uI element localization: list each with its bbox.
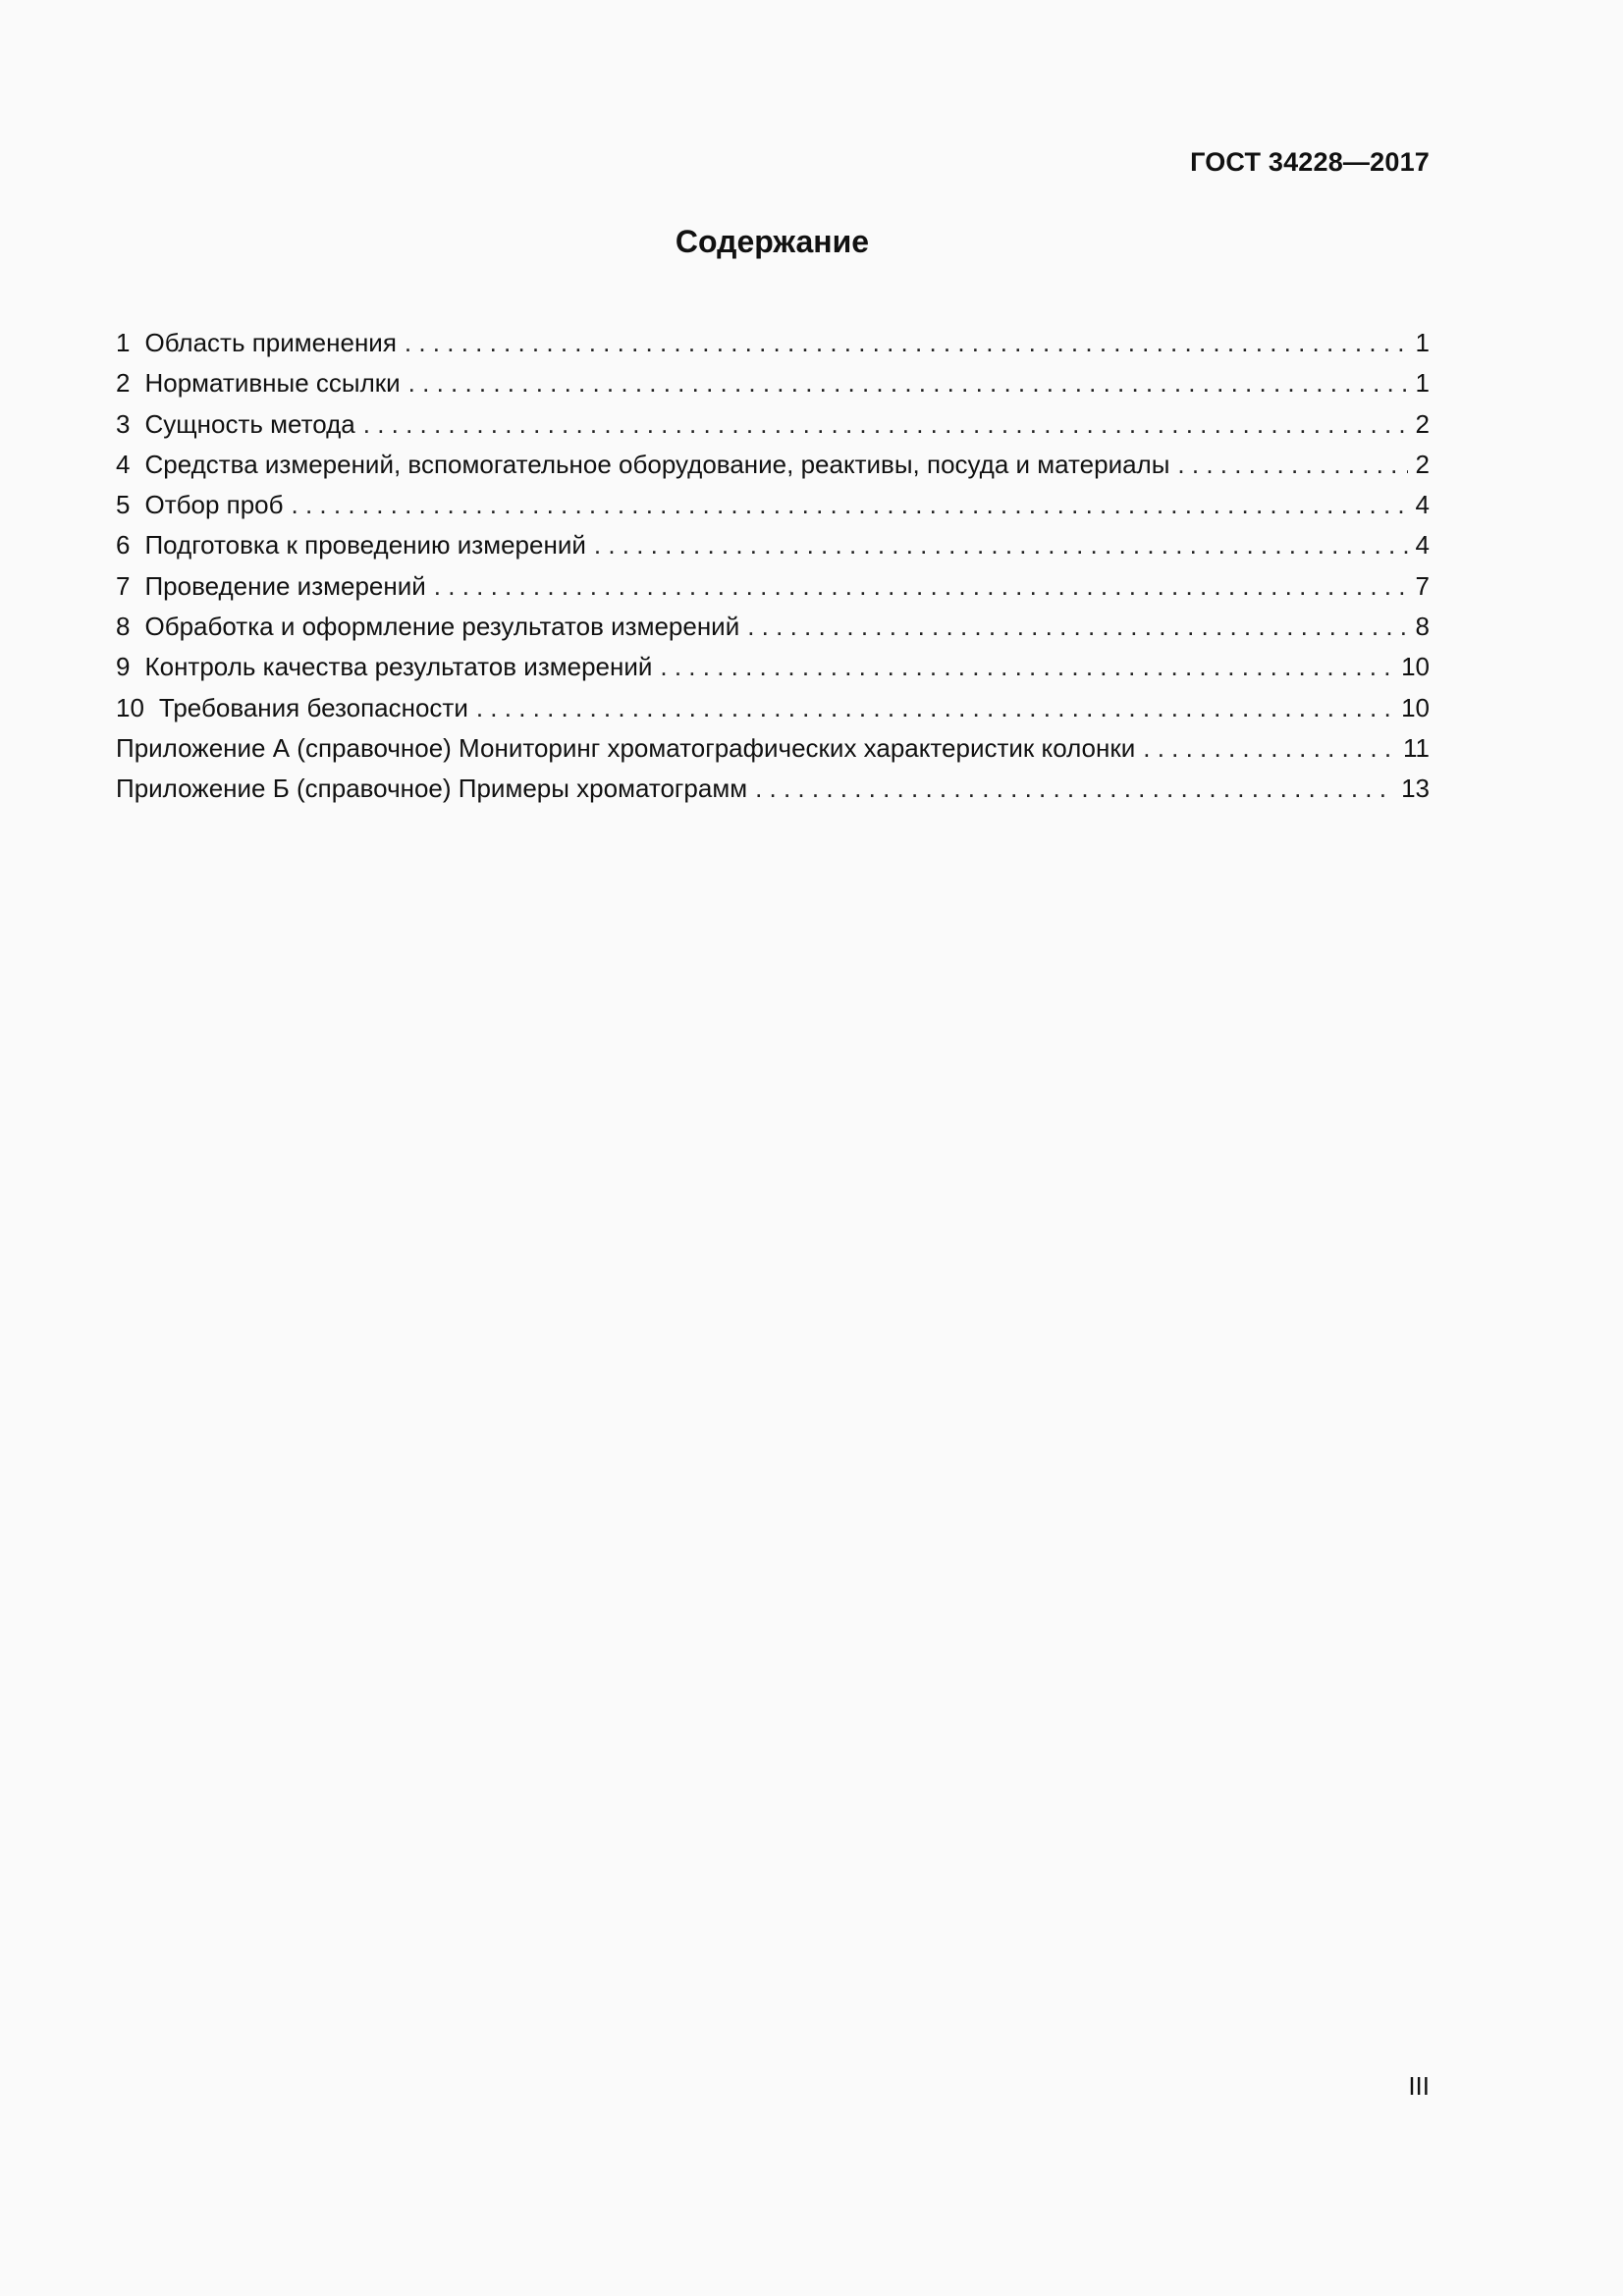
- toc-entry-number: 6: [116, 530, 131, 561]
- toc-dot-leader: [594, 525, 1408, 565]
- toc-dot-leader: [405, 323, 1408, 363]
- toc-dot-leader: [408, 363, 1408, 403]
- table-of-contents: [116, 323, 1430, 810]
- toc-entry-number: 3: [116, 408, 131, 439]
- toc-entry-title: Проведение измерений: [144, 570, 426, 601]
- toc-dot-leader: [476, 688, 1393, 728]
- toc-entry-title: Сущность метода: [144, 408, 355, 439]
- toc-entry-page: 1: [1415, 328, 1430, 357]
- toc-entry-number: 4: [116, 449, 131, 479]
- toc-entry-page: 11: [1403, 732, 1430, 763]
- toc-title: Содержание: [675, 224, 870, 259]
- toc-entry-10[interactable]: [116, 688, 1430, 728]
- toc-dot-leader: [747, 607, 1407, 647]
- toc-entry-title: Подготовка к проведению измерений: [144, 530, 586, 561]
- toc-entry-number: 2: [116, 368, 131, 399]
- toc-entry-page: 1: [1415, 368, 1430, 399]
- toc-entry-6[interactable]: [116, 525, 1430, 565]
- toc-entry-number: 5: [116, 490, 131, 520]
- toc-entry-3[interactable]: [116, 404, 1430, 445]
- toc-entry-title: Приложение Б (справочное) Примеры хроматограмм: [116, 774, 748, 804]
- document-code: ГОСТ 34228—2017: [1190, 147, 1430, 177]
- toc-entry-page: 4: [1415, 490, 1430, 520]
- toc-entry-title: Отбор проб: [144, 490, 284, 520]
- toc-entry-8[interactable]: [116, 607, 1430, 647]
- toc-dot-leader: [1177, 445, 1407, 485]
- toc-entry-title: Область применения: [144, 328, 397, 357]
- toc-entry-title: Нормативные ссылки: [144, 368, 401, 399]
- toc-entry-appendix-a[interactable]: [116, 728, 1430, 769]
- toc-dot-leader: [660, 647, 1393, 687]
- page-number: III: [1408, 2071, 1430, 2101]
- toc-entry-page: 8: [1415, 612, 1430, 642]
- toc-dot-leader: [434, 566, 1408, 607]
- toc-entry-7[interactable]: [116, 566, 1430, 607]
- toc-entry-5[interactable]: [116, 485, 1430, 525]
- toc-entry-number: 8: [116, 612, 131, 642]
- toc-entry-title: Требования безопасности: [158, 692, 468, 722]
- toc-entry-title: Приложение А (справочное) Мониторинг хроматографических характеристик колонки: [116, 732, 1136, 763]
- toc-entry-number: 9: [116, 652, 131, 682]
- toc-entry-title: Средства измерений, вспомогательное оборудование, реактивы, посуда и материалы: [144, 449, 1170, 479]
- toc-entry-page: 7: [1415, 570, 1430, 601]
- toc-entry-9[interactable]: [116, 647, 1430, 687]
- toc-entry-number: 10: [116, 692, 144, 722]
- toc-entry-1[interactable]: [116, 323, 1430, 363]
- toc-entry-page: 2: [1415, 408, 1430, 439]
- toc-dot-leader: [1143, 728, 1395, 769]
- toc-entry-title: Обработка и оформление результатов измерений: [144, 612, 740, 642]
- toc-entry-page: 10: [1401, 692, 1430, 722]
- toc-dot-leader: [292, 485, 1408, 525]
- toc-entry-number: 7: [116, 570, 131, 601]
- toc-entry-page: 4: [1415, 530, 1430, 561]
- toc-entry-2[interactable]: [116, 363, 1430, 403]
- toc-dot-leader: [363, 404, 1408, 445]
- toc-entry-page: 10: [1401, 652, 1430, 682]
- toc-entry-title: Контроль качества результатов измерений: [144, 652, 653, 682]
- toc-dot-leader: [755, 769, 1393, 809]
- toc-entry-appendix-b[interactable]: [116, 769, 1430, 809]
- toc-entry-4[interactable]: [116, 445, 1430, 485]
- toc-entry-page: 13: [1401, 774, 1430, 804]
- toc-entry-number: 1: [116, 328, 131, 357]
- toc-entry-page: 2: [1415, 449, 1430, 479]
